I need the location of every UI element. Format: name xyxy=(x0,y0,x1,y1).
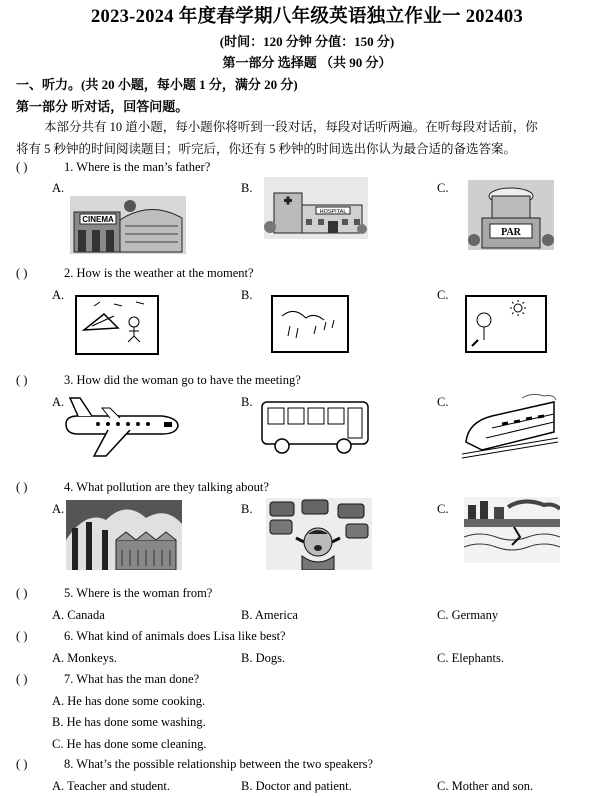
q2-option-a-label[interactable]: A. xyxy=(52,288,65,302)
instruction-line-1: 本部分共有 10 道小题，每小题你将听到一段对话，每段对话听两遍。在听每段对话前，你 xyxy=(44,120,538,134)
air-pollution-image[interactable] xyxy=(66,500,182,570)
q1-option-b-label[interactable]: B. xyxy=(241,181,253,195)
part-heading: 第一部分 选择题 （共 90 分） xyxy=(222,55,392,70)
park-sign: PAR xyxy=(501,227,521,238)
q2-option-b-label[interactable]: B. xyxy=(241,288,253,302)
q3-option-b-label[interactable]: B. xyxy=(241,395,253,409)
q5-option-c[interactable]: C. Germany xyxy=(437,608,499,622)
q6-option-b[interactable]: B. Dogs. xyxy=(241,651,286,665)
bus-image[interactable] xyxy=(258,398,372,458)
question-2-bracket[interactable]: ( ) xyxy=(16,266,28,280)
q8-option-c[interactable]: C. Mother and son. xyxy=(437,779,534,793)
question-5-text: 5. Where is the woman from? xyxy=(64,586,213,600)
sunny-weather-image[interactable] xyxy=(464,290,548,356)
exam-title: 2023-2024 年度春学期八年级英语独立作业一 202403 xyxy=(90,7,523,27)
rainy-weather-image[interactable] xyxy=(270,290,352,356)
q4-option-b-label[interactable]: B. xyxy=(241,502,253,516)
question-7-text: 7. What has the man done? xyxy=(64,672,200,686)
question-1-text: 1. Where is the man’s father? xyxy=(64,160,211,174)
q1-option-c-label[interactable]: C. xyxy=(437,181,449,195)
question-3-text: 3. How did the woman go to have the meeting? xyxy=(64,373,301,387)
q5-option-b[interactable]: B. America xyxy=(241,608,298,622)
question-6-text: 6. What kind of animals does Lisa like best? xyxy=(64,629,286,643)
instruction-line-2: 将有 5 秒钟的时间阅读题目；听完后，你还有 5 秒钟的时间选出你认为最合适的备选答案。 xyxy=(16,142,517,156)
train-image[interactable] xyxy=(462,392,558,460)
cinema-image[interactable] xyxy=(70,196,186,254)
q4-option-c-label[interactable]: C. xyxy=(437,502,449,516)
q1-option-a-label[interactable]: A. xyxy=(52,181,65,195)
section-subheading: 第一部分 听对话，回答问题。 xyxy=(16,99,189,114)
question-8-text: 8. What’s the possible relationship between the two speakers? xyxy=(64,757,374,771)
q6-option-a[interactable]: A. Monkeys. xyxy=(52,651,117,665)
section-heading: 一、听力。(共 20 小题，每小题 1 分，满分 20 分) xyxy=(16,77,298,92)
q4-option-a-label[interactable]: A. xyxy=(52,502,65,516)
cinema-sign: CINEMA xyxy=(82,215,114,224)
noise-pollution-image[interactable] xyxy=(266,498,372,570)
question-1-bracket[interactable]: ( ) xyxy=(16,160,28,174)
question-3-bracket[interactable]: ( ) xyxy=(16,373,28,387)
q8-option-a[interactable]: A. Teacher and student. xyxy=(52,779,170,793)
question-4-bracket[interactable]: ( ) xyxy=(16,480,28,494)
hospital-image[interactable] xyxy=(264,177,368,239)
water-pollution-image[interactable] xyxy=(464,497,560,563)
question-8-bracket[interactable]: ( ) xyxy=(16,757,28,771)
q7-option-b[interactable]: B. He has done some washing. xyxy=(52,715,206,729)
q5-option-a[interactable]: A. Canada xyxy=(52,608,105,622)
time-score-line: (时间：120 分钟 分值：150 分) xyxy=(219,34,395,49)
question-4-text: 4. What pollution are they talking about? xyxy=(64,480,269,494)
question-7-bracket[interactable]: ( ) xyxy=(16,672,28,686)
windy-weather-image[interactable] xyxy=(74,290,160,356)
question-2-text: 2. How is the weather at the moment? xyxy=(64,266,254,280)
q8-option-b[interactable]: B. Doctor and patient. xyxy=(241,779,352,793)
q2-option-c-label[interactable]: C. xyxy=(437,288,449,302)
hospital-sign: HOSPITAL xyxy=(319,209,347,215)
question-5-bracket[interactable]: ( ) xyxy=(16,586,28,600)
airplane-image[interactable] xyxy=(58,394,182,464)
q7-option-c[interactable]: C. He has done some cleaning. xyxy=(52,737,207,751)
park-image[interactable] xyxy=(468,180,554,250)
q3-option-c-label[interactable]: C. xyxy=(437,395,449,409)
q3-option-a-label[interactable]: A. xyxy=(52,395,65,409)
q6-option-c[interactable]: C. Elephants. xyxy=(437,651,505,665)
question-6-bracket[interactable]: ( ) xyxy=(16,629,28,643)
q7-option-a[interactable]: A. He has done some cooking. xyxy=(52,694,206,708)
